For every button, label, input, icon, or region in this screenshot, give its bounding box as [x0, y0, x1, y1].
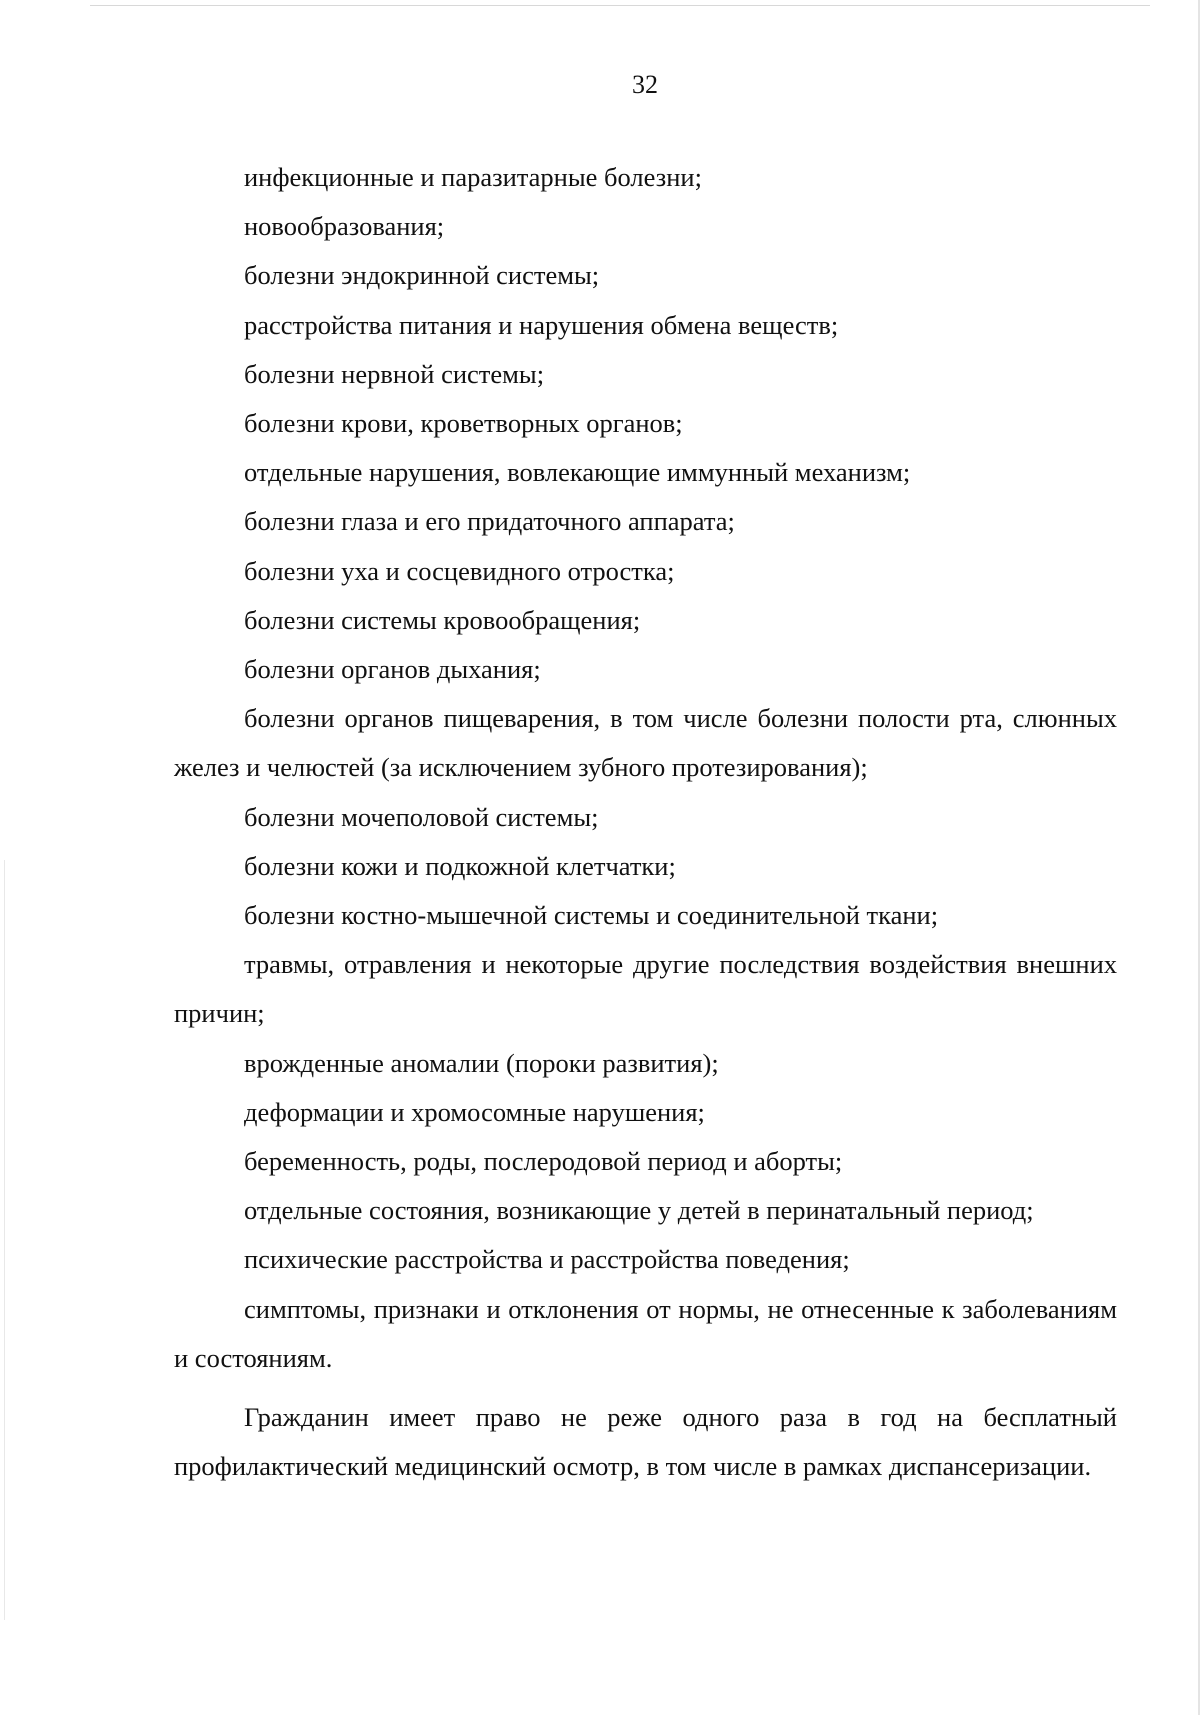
list-item-deformations: деформации и хромосомные нарушения;	[244, 1096, 705, 1127]
list-item-circulatory: болезни системы кровообращения;	[244, 604, 641, 635]
list-item-digestive: болезни органов пищеварения, в том числе болезни полости рта, слюнных желез и челюстей (за исключением зубного протезирования);	[174, 703, 1117, 783]
list-item-perinatal: отдельные состояния, возникающие у детей в перинатальный период;	[244, 1195, 1034, 1226]
list-item-ear: болезни уха и сосцевидного отростка;	[244, 555, 675, 586]
list-item-pregnancy: беременность, роды, послеродовой период и аборты;	[244, 1146, 843, 1177]
list-item-respiratory: болезни органов дыхания;	[244, 654, 541, 685]
list-item-endocrine: болезни эндокринной системы;	[244, 260, 600, 291]
list-item-mental: психические расстройства и расстройства поведения;	[244, 1244, 850, 1275]
list-item-eye: болезни глаза и его придаточного аппарата;	[244, 506, 735, 537]
list-item-injuries: травмы, отравления и некоторые другие последствия воздействия внешних причин;	[174, 949, 1117, 1029]
document-body	[174, 153, 1117, 1491]
list-item-nutrition: расстройства питания и нарушения обмена веществ;	[244, 309, 839, 340]
list-item-neoplasms: новообразования;	[244, 211, 445, 242]
list-item-nervous: болезни нервной системы;	[244, 358, 545, 389]
list-item-symptoms: симптомы, признаки и отклонения от нормы, не отнесенные к заболеваниям и состояниям.	[174, 1293, 1117, 1373]
list-item-congenital: врожденные аномалии (пороки развития);	[244, 1047, 719, 1078]
page-number: 32	[632, 70, 658, 99]
list-item-infectious: инфекционные и паразитарные болезни;	[244, 162, 702, 192]
list-item-genitourinary: болезни мочеполовой системы;	[244, 801, 599, 832]
list-item-skin: болезни кожи и подкожной клетчатки;	[244, 850, 676, 881]
list-item-blood: болезни крови, кроветворных органов;	[244, 408, 683, 439]
scan-edge-left	[4, 860, 5, 1620]
list-item-musculoskeletal: болезни костно-мышечной системы и соединительной ткани;	[244, 900, 939, 931]
scan-edge-top	[90, 5, 1150, 6]
closing-paragraph: Гражданин имеет право не реже одного раза в год на бесплатный профилактический медицинский осмотр, в том числе в рамках диспансеризации.	[174, 1402, 1117, 1482]
list-item-immune: отдельные нарушения, вовлекающие иммунный механизм;	[244, 457, 911, 488]
